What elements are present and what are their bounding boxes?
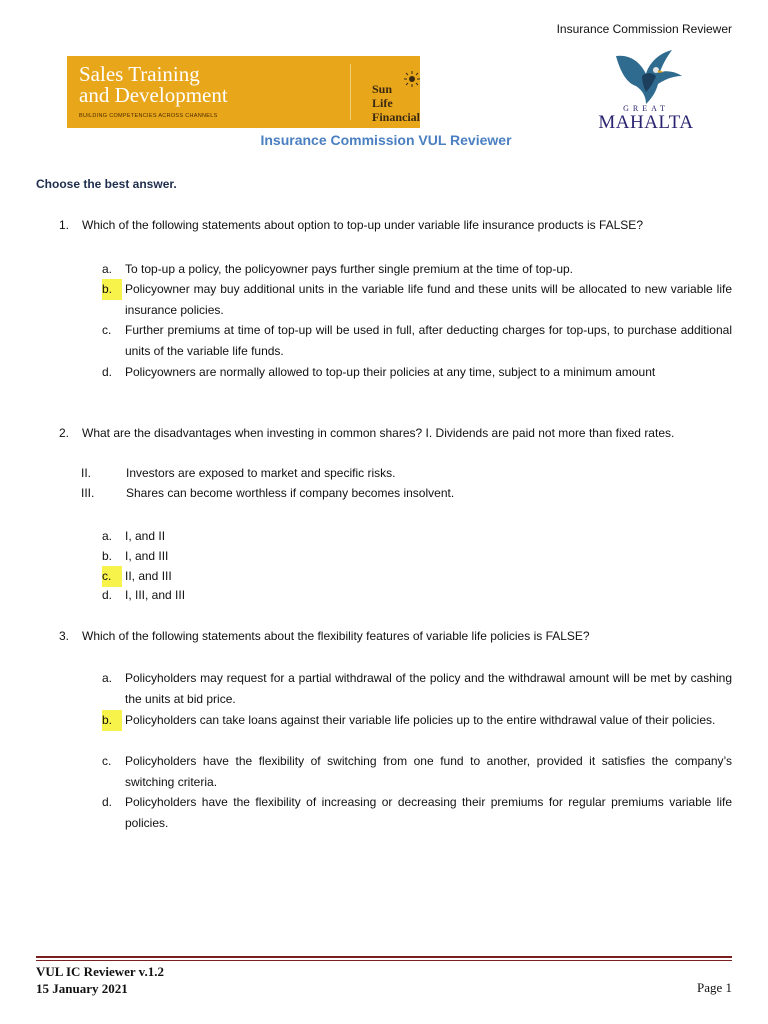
document-title: Insurance Commission VUL Reviewer <box>260 132 512 148</box>
instruction-text: Choose the best answer. <box>36 177 177 191</box>
footer-rule-thin <box>36 960 732 961</box>
question-3-option-d: d. Policyholders have the flexibility of increasing or decreasing their premiums for regular premiums variable life policies. <box>102 795 732 830</box>
question-1-option-c: c. Further premiums at time of top-up will be used in full, after deducting charges for top-ups, to purchase additional units of the variable life funds. <box>102 323 732 358</box>
banner-divider <box>350 64 351 120</box>
question-3-option-a: a. Policyholders may request for a partial withdrawal of the policy and the withdrawal amount will be met by cashing the units at bid price. <box>102 671 732 706</box>
sun-life-brand: Sun Life Financial <box>372 82 421 124</box>
eagle-logo-icon <box>612 48 684 108</box>
answer-highlight: c. <box>102 566 122 587</box>
question-2-option-a: a. I, and II <box>102 529 166 543</box>
footer-version: VUL IC Reviewer v.1.2 <box>36 964 164 979</box>
running-header: Insurance Commission Reviewer <box>556 22 732 36</box>
question-2-statement-ii: II. Investors are exposed to market and specific risks. <box>81 466 396 480</box>
answer-highlight: b. <box>102 710 122 731</box>
question-1-option-a: a. To top-up a policy, the policyowner pays further single premium at the time of top-up. <box>102 262 574 276</box>
footer-version-block <box>36 963 164 997</box>
question-1: 1. Which of the following statements about option to top-up under variable life insurance products is FALSE? <box>59 218 643 232</box>
question-2-statement-iii: III. Shares can become worthless if company becomes insolvent. <box>81 486 455 500</box>
footer-rule-thick <box>36 956 732 958</box>
question-2: 2. What are the disadvantages when investing in common shares? I. Dividends are paid not more than fixed rates. <box>59 426 675 440</box>
sales-training-banner <box>67 56 420 128</box>
question-2-option-b: b. I, and III <box>102 549 169 563</box>
question-2-option-d: d. I, III, and III <box>102 588 186 602</box>
banner-title: Sales Training and Development <box>79 62 228 107</box>
mahalta-logo: GREAT MAHALTA <box>598 104 694 133</box>
question-2-option-c: c. II, and III <box>102 566 402 587</box>
page-number: Page 1 <box>696 980 732 995</box>
question-3: 3. Which of the following statements about the flexibility features of variable life policies is FALSE? <box>59 629 590 643</box>
question-3-option-b: b. Policyholders can take loans against their variable life policies up to the entire withdrawal value of their policies. <box>102 710 732 731</box>
question-1-option-b: b. Policyowner may buy additional units in the variable life fund and these units will be allocated to new variable life insurance policies. <box>102 279 732 320</box>
footer-date: 15 January 2021 <box>36 981 128 996</box>
banner-tagline: BUILDING COMPETENCIES ACROSS CHANNELS <box>79 113 218 119</box>
question-3-option-c: c. Policyholders have the flexibility of switching from one fund to another, provided it satisfies the company’s switching criteria. <box>102 754 732 789</box>
answer-highlight: b. <box>102 279 122 300</box>
question-1-option-d: d. Policyowners are normally allowed to top-up their policies at any time, subject to a minimum amount <box>102 365 656 379</box>
